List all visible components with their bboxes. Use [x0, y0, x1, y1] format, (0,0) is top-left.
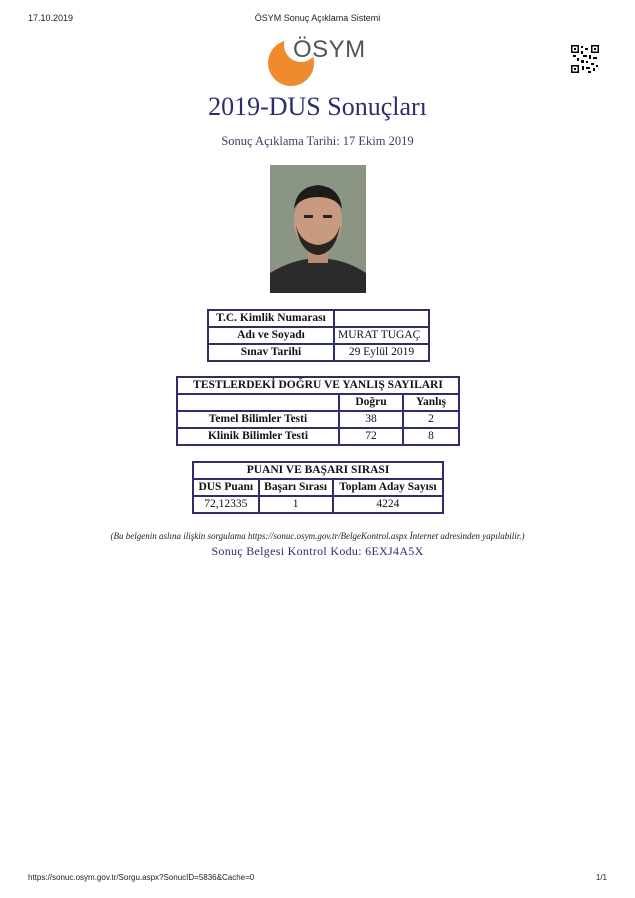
- rank-header: Başarı Sırası: [259, 479, 333, 496]
- table-row: [208, 327, 429, 344]
- correct-count: 38: [339, 411, 403, 428]
- result-announcement-date: Sonuç Açıklama Tarihi: 17 Ekim 2019: [221, 134, 414, 148]
- control-code: Sonuç Belgesi Kontrol Kodu: 6EXJ4A5X: [211, 544, 424, 558]
- table-row: [177, 394, 459, 411]
- table-row: [177, 377, 459, 394]
- name-value: MURAT TUGAÇ: [334, 327, 429, 344]
- exam-date-label: Sınav Tarihi: [208, 344, 334, 361]
- rank-value: 1: [259, 496, 333, 513]
- correct-count: 72: [339, 428, 403, 445]
- table-row: [193, 496, 443, 513]
- total-candidates-value: 4224: [333, 496, 443, 513]
- candidate-photo: [270, 165, 366, 293]
- print-date: 17.10.2019: [28, 13, 74, 23]
- test-name: Klinik Bilimler Testi: [177, 428, 339, 445]
- empty-header-cell: [177, 394, 339, 411]
- print-footer-url: https://sonuc.osym.gov.tr/Sorgu.aspx?SonucID=5836&Cache=0: [28, 873, 255, 882]
- page-title: 2019-DUS Sonuçları: [208, 92, 427, 121]
- table-row: [193, 479, 443, 496]
- page-number: 1/1: [595, 873, 607, 882]
- test-results-table: [176, 376, 460, 446]
- wrong-count: 8: [403, 428, 459, 445]
- wrong-column-header: Yanlış: [403, 394, 459, 411]
- tc-number-label: T.C. Kimlik Numarası: [208, 310, 334, 327]
- wrong-count: 2: [403, 411, 459, 428]
- test-results-title: TESTLERDEKİ DOĞRU VE YANLIŞ SAYILARI: [177, 377, 459, 394]
- dus-score-value: 72,12335: [193, 496, 259, 513]
- total-candidates-header: Toplam Aday Sayısı: [333, 479, 443, 496]
- print-header-title: ÖSYM Sonuç Açıklama Sistemi: [254, 13, 381, 23]
- test-name: Temel Bilimler Testi: [177, 411, 339, 428]
- identity-table: [207, 309, 430, 362]
- table-row: [177, 428, 459, 445]
- tc-number-value: [334, 310, 429, 327]
- exam-date-value: 29 Eylül 2019: [334, 344, 429, 361]
- osym-logo: [266, 36, 376, 86]
- table-row: [177, 411, 459, 428]
- score-table-title: PUANI VE BAŞARI SIRASI: [193, 462, 443, 479]
- score-table: [192, 461, 444, 514]
- table-row: [208, 310, 429, 327]
- verification-note: (Bu belgenin aslına ilişkin sorgulama https://sonuc.osym.gov.tr/BelgeKontrol.aspx İnternet adresinden yapılabilir.): [110, 531, 525, 541]
- logo-text: ÖSYM: [293, 36, 366, 63]
- correct-column-header: Doğru: [339, 394, 403, 411]
- name-label: Adı ve Soyadı: [208, 327, 334, 344]
- qr-code-icon: [571, 45, 599, 73]
- table-row: [208, 344, 429, 361]
- dus-score-header: DUS Puanı: [193, 479, 259, 496]
- table-row: [193, 462, 443, 479]
